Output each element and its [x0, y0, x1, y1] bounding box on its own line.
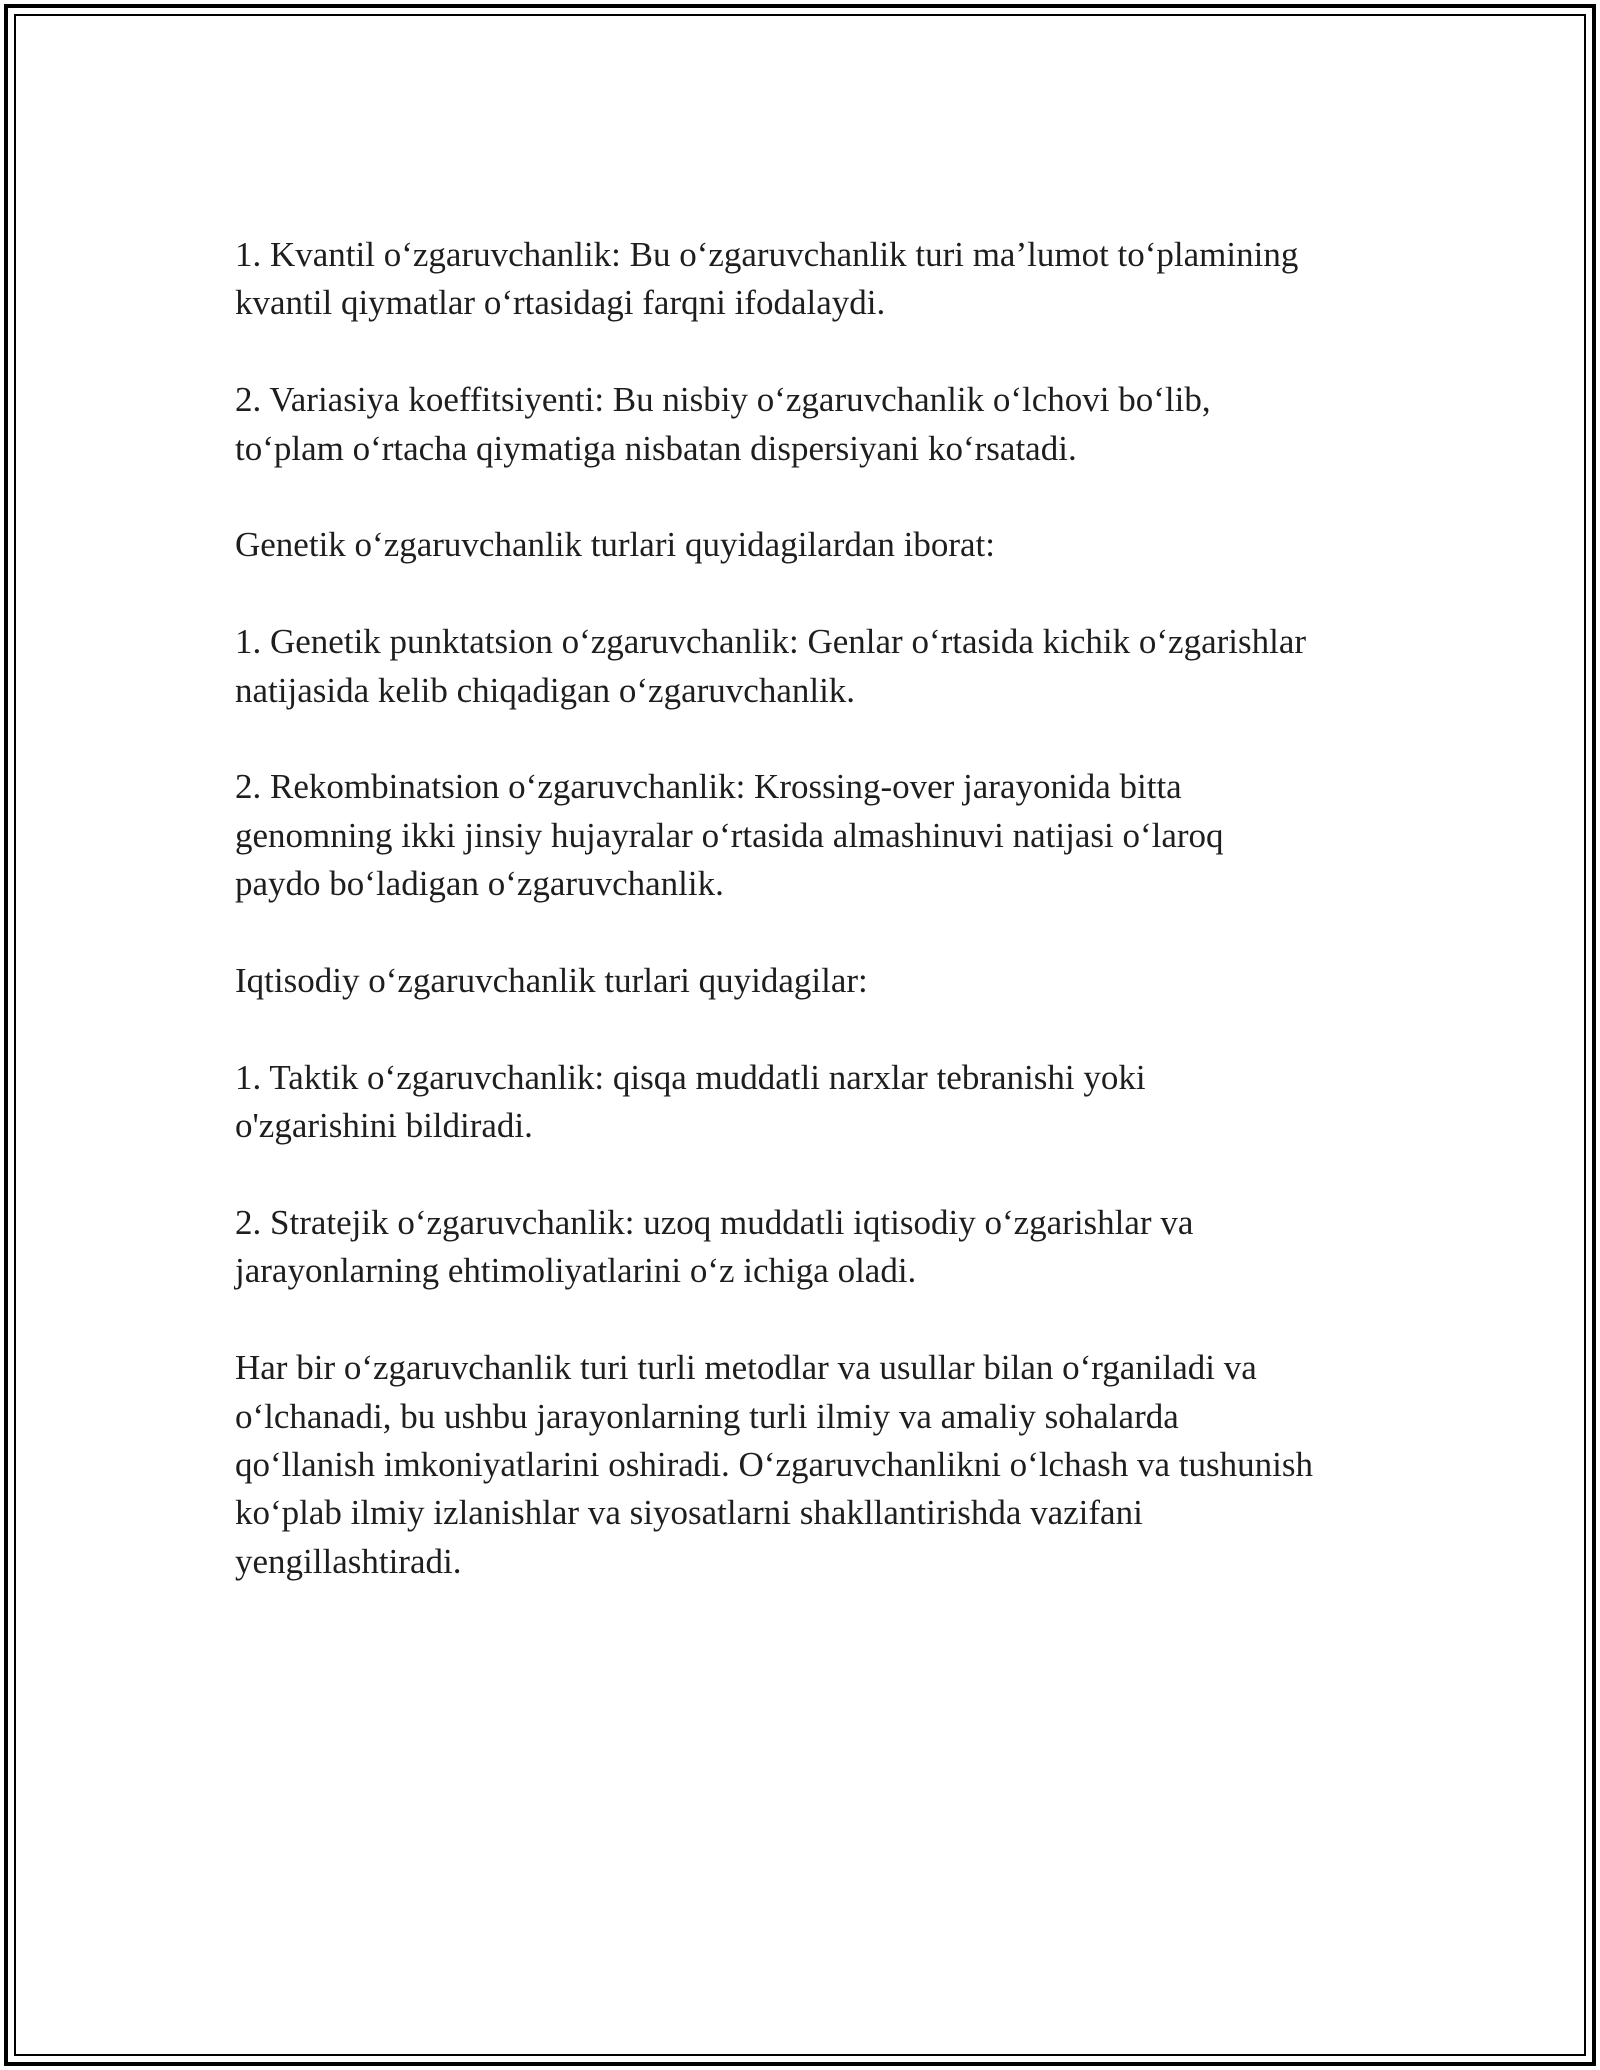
document-body — [235, 231, 1380, 1635]
text-line: ko‘plab ilmiy izlanishlar va siyosatlarni shakllantirishda vazifani — [235, 1493, 1143, 1533]
text-line: 1. Genetik punktatsion o‘zgaruvchanlik: Genlar o‘rtasida kichik o‘zgarishlar — [235, 622, 1307, 662]
text-line: jarayonlarning ehtimoliyatlarini o‘z ichiga oladi. — [235, 1251, 917, 1291]
paragraph-genetik-punktatsion — [235, 618, 1380, 715]
text-line: kvantil qiymatlar o‘rtasidagi farqni ifodalaydi. — [235, 283, 886, 323]
paragraph-rekombinatsion — [235, 763, 1380, 908]
paragraph-conclusion — [235, 1344, 1380, 1586]
text-line: 1. Taktik o‘zgaruvchanlik: qisqa muddatli narxlar tebranishi yoki — [235, 1057, 1146, 1097]
text-line: o‘lchanadi, bu ushbu jarayonlarning turli ilmiy va amaliy sohalarda — [235, 1396, 1179, 1436]
text-line: yengillashtiradi. — [235, 1541, 462, 1581]
text-line: Genetik o‘zgaruvchanlik turlari quyidagilardan iborat: — [235, 525, 996, 565]
text-line: Har bir o‘zgaruvchanlik turi turli metodlar va usullar bilan o‘rganiladi va — [235, 1348, 1257, 1388]
text-line: Iqtisodiy o‘zgaruvchanlik turlari quyidagilar: — [235, 961, 868, 1001]
text-line: o'zgarishini bildiradi. — [235, 1106, 533, 1146]
paragraph-iqtisodiy-heading — [235, 957, 1380, 1005]
paragraph-variasiya — [235, 376, 1380, 473]
paragraph-genetik-heading — [235, 521, 1380, 569]
paragraph-kvantil — [235, 231, 1380, 328]
paragraph-taktik — [235, 1054, 1380, 1151]
paragraph-stratejik — [235, 1199, 1380, 1296]
text-line: 1. Kvantil o‘zgaruvchanlik: Bu o‘zgaruvchanlik turi ma’lumot to‘plamining — [235, 235, 1299, 274]
text-line: 2. Variasiya koeffitsiyenti: Bu nisbiy o‘zgaruvchanlik o‘lchovi bo‘lib, — [235, 380, 1211, 420]
text-line: 2. Stratejik o‘zgaruvchanlik: uzoq muddatli iqtisodiy o‘zgarishlar va — [235, 1203, 1194, 1243]
text-line: paydo bo‘ladigan o‘zgaruvchanlik. — [235, 864, 724, 904]
text-line: genomning ikki jinsiy hujayralar o‘rtasida almashinuvi natijasi o‘laroq — [235, 815, 1224, 855]
text-line: qo‘llanish imkoniyatlarini oshiradi. O‘zgaruvchanlikni o‘lchash va tushunish — [235, 1445, 1313, 1485]
text-line: to‘plam o‘rtacha qiymatiga nisbatan dispersiyani ko‘rsatadi. — [235, 428, 1077, 468]
text-line: natijasida kelib chiqadigan o‘zgaruvchanlik. — [235, 670, 856, 710]
text-line: 2. Rekombinatsion o‘zgaruvchanlik: Krossing-over jarayonida bitta — [235, 767, 1182, 807]
